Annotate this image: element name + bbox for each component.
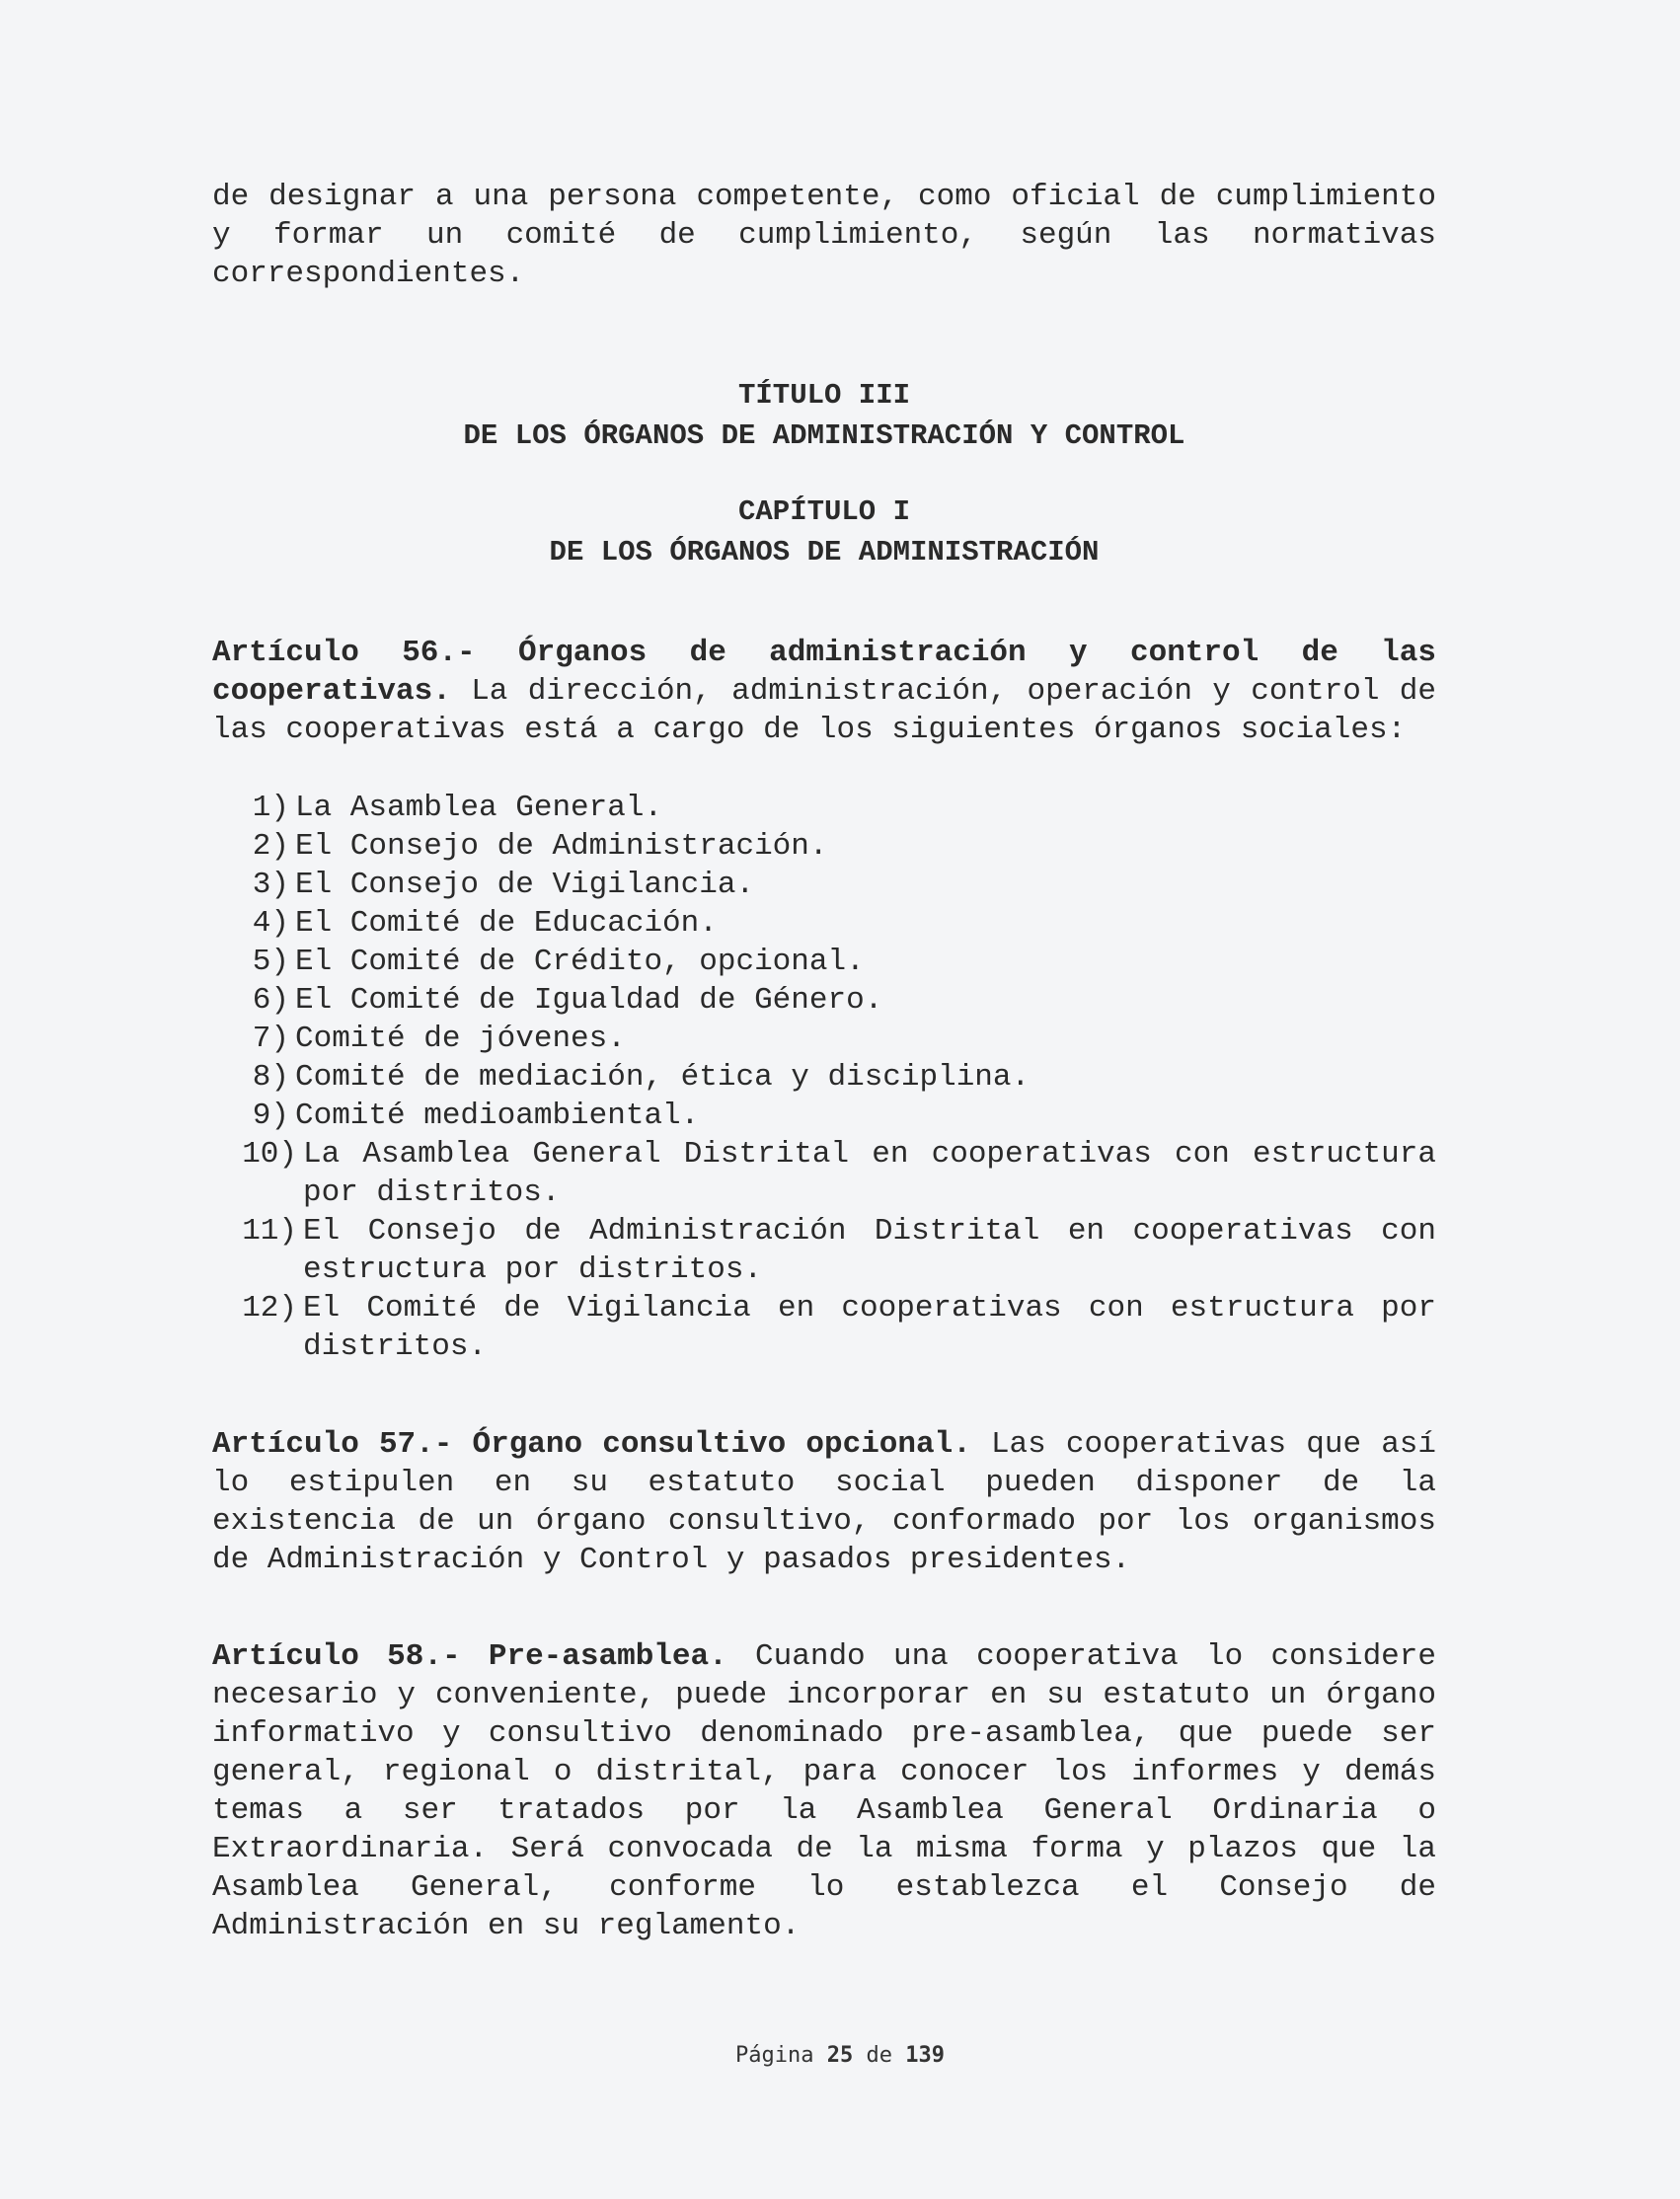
list-item [212,1212,1436,1289]
chapter-number: CAPÍTULO I [737,495,911,528]
article-56 [212,634,1436,749]
chapter-name: DE LOS ÓRGANOS DE ADMINISTRACIÓN [549,536,1100,569]
page-total: 139 [905,2043,945,2068]
list-item-text: Comité de mediación, ética y disciplina. [295,1060,1031,1095]
article-56-heading: Artículo 56.- Órganos de administración y control de las cooperativas. [212,636,1436,709]
list-item-number: 3) [252,868,289,902]
article-57 [212,1425,1436,1579]
of-word: de [866,2043,892,2068]
list-item-text: El Consejo de Administración. [295,829,828,864]
article-58 [212,1637,1436,1945]
list-item-text: La Asamblea General. [295,791,663,825]
list-item-number: 10) [242,1137,297,1172]
article-56-body: La dirección, administración, operación y control de las cooperativas está a cargo de los siguientes órganos sociales: [212,674,1436,747]
page-word: Página [735,2043,814,2068]
list-item [212,1135,1436,1212]
article-57-body: Las cooperativas que así lo estipulen en su estatuto social pueden disponer de la existencia de un órgano consultivo, conformado por los organismos de Administración y Control y pasados presidentes. [212,1427,1436,1577]
title-name: DE LOS ÓRGANOS DE ADMINISTRACIÓN Y CONTROL [463,419,1185,452]
list-item-number: 7) [252,1022,289,1056]
list-item-number: 6) [252,983,289,1018]
list-item-text: El Comité de Igualdad de Género. [295,983,883,1018]
title-heading [212,375,1436,456]
page-footer [0,2043,1680,2068]
chapter-heading [212,492,1436,572]
list-item [212,1289,1436,1366]
list-item [212,789,1436,827]
organs-list [212,789,1436,1366]
article-58-body: Cuando una cooperativa lo considere necesario y conveniente, puede incorporar en su estatuto un órgano informativo y consultivo denominado pre-asamblea, que puede ser general, regional o distrital, para conocer los informes y demás temas a ser tratados por la Asamblea General Ordinaria o Extraordinaria. Será convocada de la misma forma y plazos que la Asamblea General, conforme lo establezca el Consejo de Administración en su reglamento. [212,1639,1436,1943]
page-number: 25 [826,2043,854,2068]
list-item [212,981,1436,1020]
article-57-heading: Artículo 57.- Órgano consultivo opcional. [212,1427,971,1462]
list-item [212,1058,1436,1097]
list-item-number: 4) [252,906,289,941]
list-item [212,1020,1436,1058]
list-item-number: 1) [252,791,289,825]
list-item-text: Comité medioambiental. [295,1099,700,1133]
list-item-text: El Comité de Crédito, opcional. [295,945,865,979]
article-58-heading: Artículo 58.- Pre-asamblea. [212,1639,727,1674]
list-item [212,866,1436,904]
list-item [212,943,1436,981]
document-page [212,178,1436,1981]
list-item-number: 2) [252,829,289,864]
list-item-number: 8) [252,1060,289,1095]
list-item-text: El Consejo de Administración Distrital en cooperativas con estructura por distritos. [303,1214,1436,1287]
list-item-text: Comité de jóvenes. [295,1022,626,1056]
list-item [212,904,1436,943]
list-item-number: 11) [242,1214,297,1249]
list-item-number: 5) [252,945,289,979]
list-item-text: El Comité de Educación. [295,906,718,941]
list-item-number: 9) [252,1099,289,1133]
title-number: TÍTULO III [737,379,911,412]
list-item-text: El Consejo de Vigilancia. [295,868,755,902]
list-item [212,827,1436,866]
list-item-text: El Comité de Vigilancia en cooperativas con estructura por distritos. [303,1291,1436,1364]
list-item-number: 12) [242,1291,297,1326]
list-item-text: La Asamblea General Distrital en cooperativas con estructura por distritos. [303,1137,1436,1210]
intro-paragraph: de designar a una persona competente, como oficial de cumplimiento y formar un comité de cumplimiento, según las normativas correspondientes. [212,180,1436,291]
list-item [212,1097,1436,1135]
